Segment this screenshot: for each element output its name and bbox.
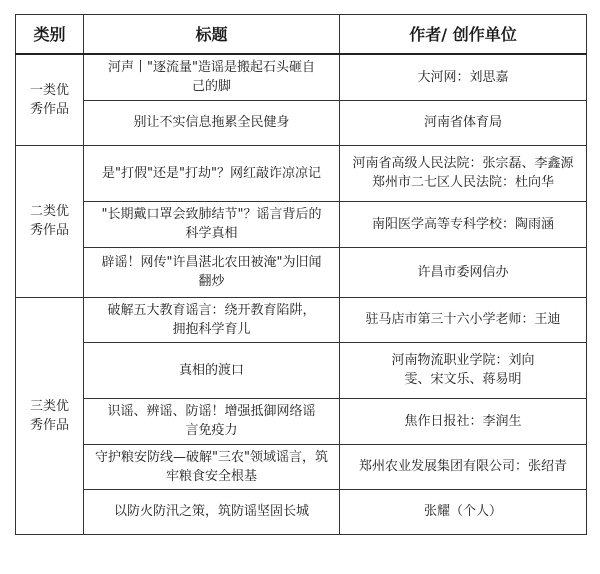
header-title: 标题 bbox=[84, 15, 340, 55]
author-cell: 南阳医学高等专科学校：陶雨涵 bbox=[340, 201, 587, 247]
title-cell: 以防火防汛之策，筑防谣坚固长城 bbox=[84, 489, 340, 534]
category-cell bbox=[16, 297, 84, 534]
table-row bbox=[16, 247, 587, 297]
title-cell: 破解五大教育谣言：绕开教育陷阱，拥抱科学育儿 bbox=[84, 297, 340, 342]
author-cell: 郑州农业发展集团有限公司：张绍青 bbox=[340, 444, 587, 489]
title-cell: 河声丨"逐流量"造谣是搬起石头砸自己的脚 bbox=[84, 54, 340, 100]
title-cell: 辟谣！网传"许昌湛北农田被淹"为旧闻翻炒 bbox=[84, 247, 340, 297]
author-cell: 张耀（个人） bbox=[340, 489, 587, 534]
title-cell: 是"打假"还是"打劫"？网红敲诈凉凉记 bbox=[84, 145, 340, 201]
table-header-row bbox=[16, 15, 587, 55]
category-cell bbox=[16, 54, 84, 145]
author-cell: 大河网：刘思嘉 bbox=[340, 54, 587, 100]
title-cell: 识谣、辨谣、防谣！增强抵御网络谣言免疫力 bbox=[84, 398, 340, 444]
table-row bbox=[16, 201, 587, 247]
table-row bbox=[16, 342, 587, 398]
category-cell bbox=[16, 145, 84, 297]
title-cell: 守护粮安防线—破解"三农"领域谣言，筑牢粮食安全根基 bbox=[84, 444, 340, 489]
author-cell: 河南物流职业学院：刘向雯、宋文乐、蒋易明 bbox=[340, 342, 587, 398]
author-cell: 河南省体育局 bbox=[340, 100, 587, 145]
title-cell: 别让不实信息拖累全民健身 bbox=[84, 100, 340, 145]
table-row bbox=[16, 398, 587, 444]
category-label: 二类优秀作品 bbox=[29, 204, 69, 238]
author-cell: 许昌市委网信办 bbox=[340, 247, 587, 297]
category-label: 三类优秀作品 bbox=[29, 398, 69, 433]
table-row bbox=[16, 54, 587, 100]
table-row bbox=[16, 489, 587, 534]
table-row bbox=[16, 297, 587, 342]
table-row bbox=[16, 444, 587, 489]
header-category: 类别 bbox=[16, 15, 84, 55]
title-cell: 真相的渡口 bbox=[84, 342, 340, 398]
header-author: 作者/ 创作单位 bbox=[340, 15, 587, 55]
table-row bbox=[16, 145, 587, 201]
table-row bbox=[16, 100, 587, 145]
awards-table bbox=[15, 14, 587, 535]
author-cell: 驻马店市第三十六小学老师：王迪 bbox=[340, 297, 587, 342]
author-cell: 焦作日报社：李润生 bbox=[340, 398, 587, 444]
category-label: 一类优秀作品 bbox=[29, 82, 69, 117]
title-cell: "长期戴口罩会致肺结节"？谣言背后的科学真相 bbox=[84, 201, 340, 247]
author-cell: 河南省高级人民法院：张宗磊、李鑫源 郑州市二七区人民法院：杜向华 bbox=[340, 145, 587, 201]
